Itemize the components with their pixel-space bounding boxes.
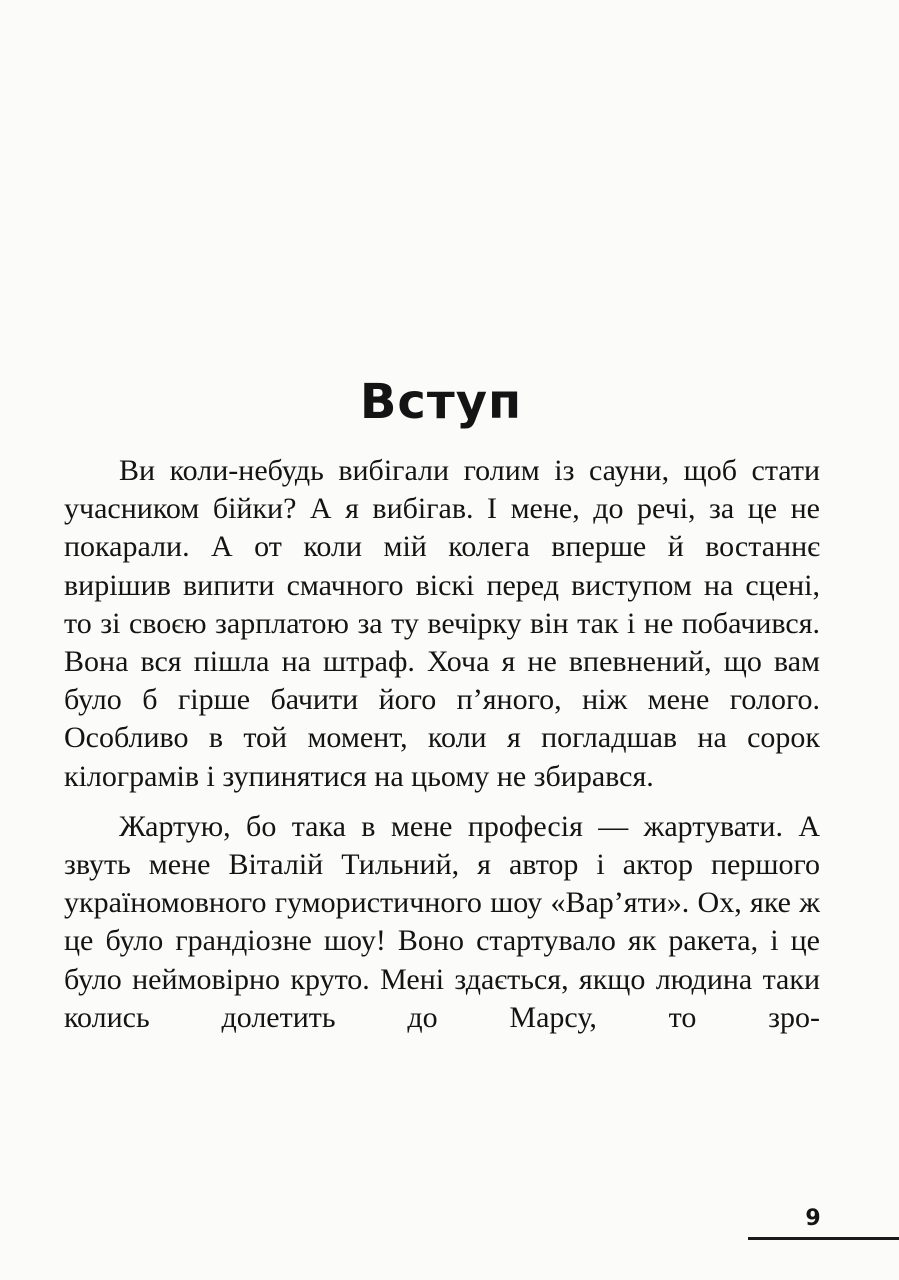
chapter-title: Вступ (359, 374, 523, 430)
footer-rule (748, 1237, 899, 1240)
paragraph: Ви коли-небудь вибігали голим із сауни, щоб стати учасником бійки? А я вибігав. І мене, до речі, за це не покарали. А от коли мій колега вперше й востаннє вирішив випити смачного віскі перед виступом на сцені, то зі своєю зарплатою за ту вечірку він так і не побачився. Вона вся пішла на штраф. Хоча я не впевнений, що вам було б гірше бачити його п’яного, ніж мене голого. Особливо в той момент, коли я погладшав на сорок кілограмів і зупинятися на цьому не збирався. (64, 454, 820, 793)
page-number: 9 (805, 1206, 821, 1231)
paragraph: Жартую, бо така в мене професія — жартувати. А звуть мене Віталій Тильний, я автор і актор першого україномовного гумористичного шоу «Вар’яти». Ох, яке ж це було грандіозне шоу! Воно стартувало як ракета, і це було неймовірно круто. Мені здається, якщо людина таки колись долетить до Марсу, то зро- (64, 809, 820, 1034)
body-text (64, 452, 820, 1037)
